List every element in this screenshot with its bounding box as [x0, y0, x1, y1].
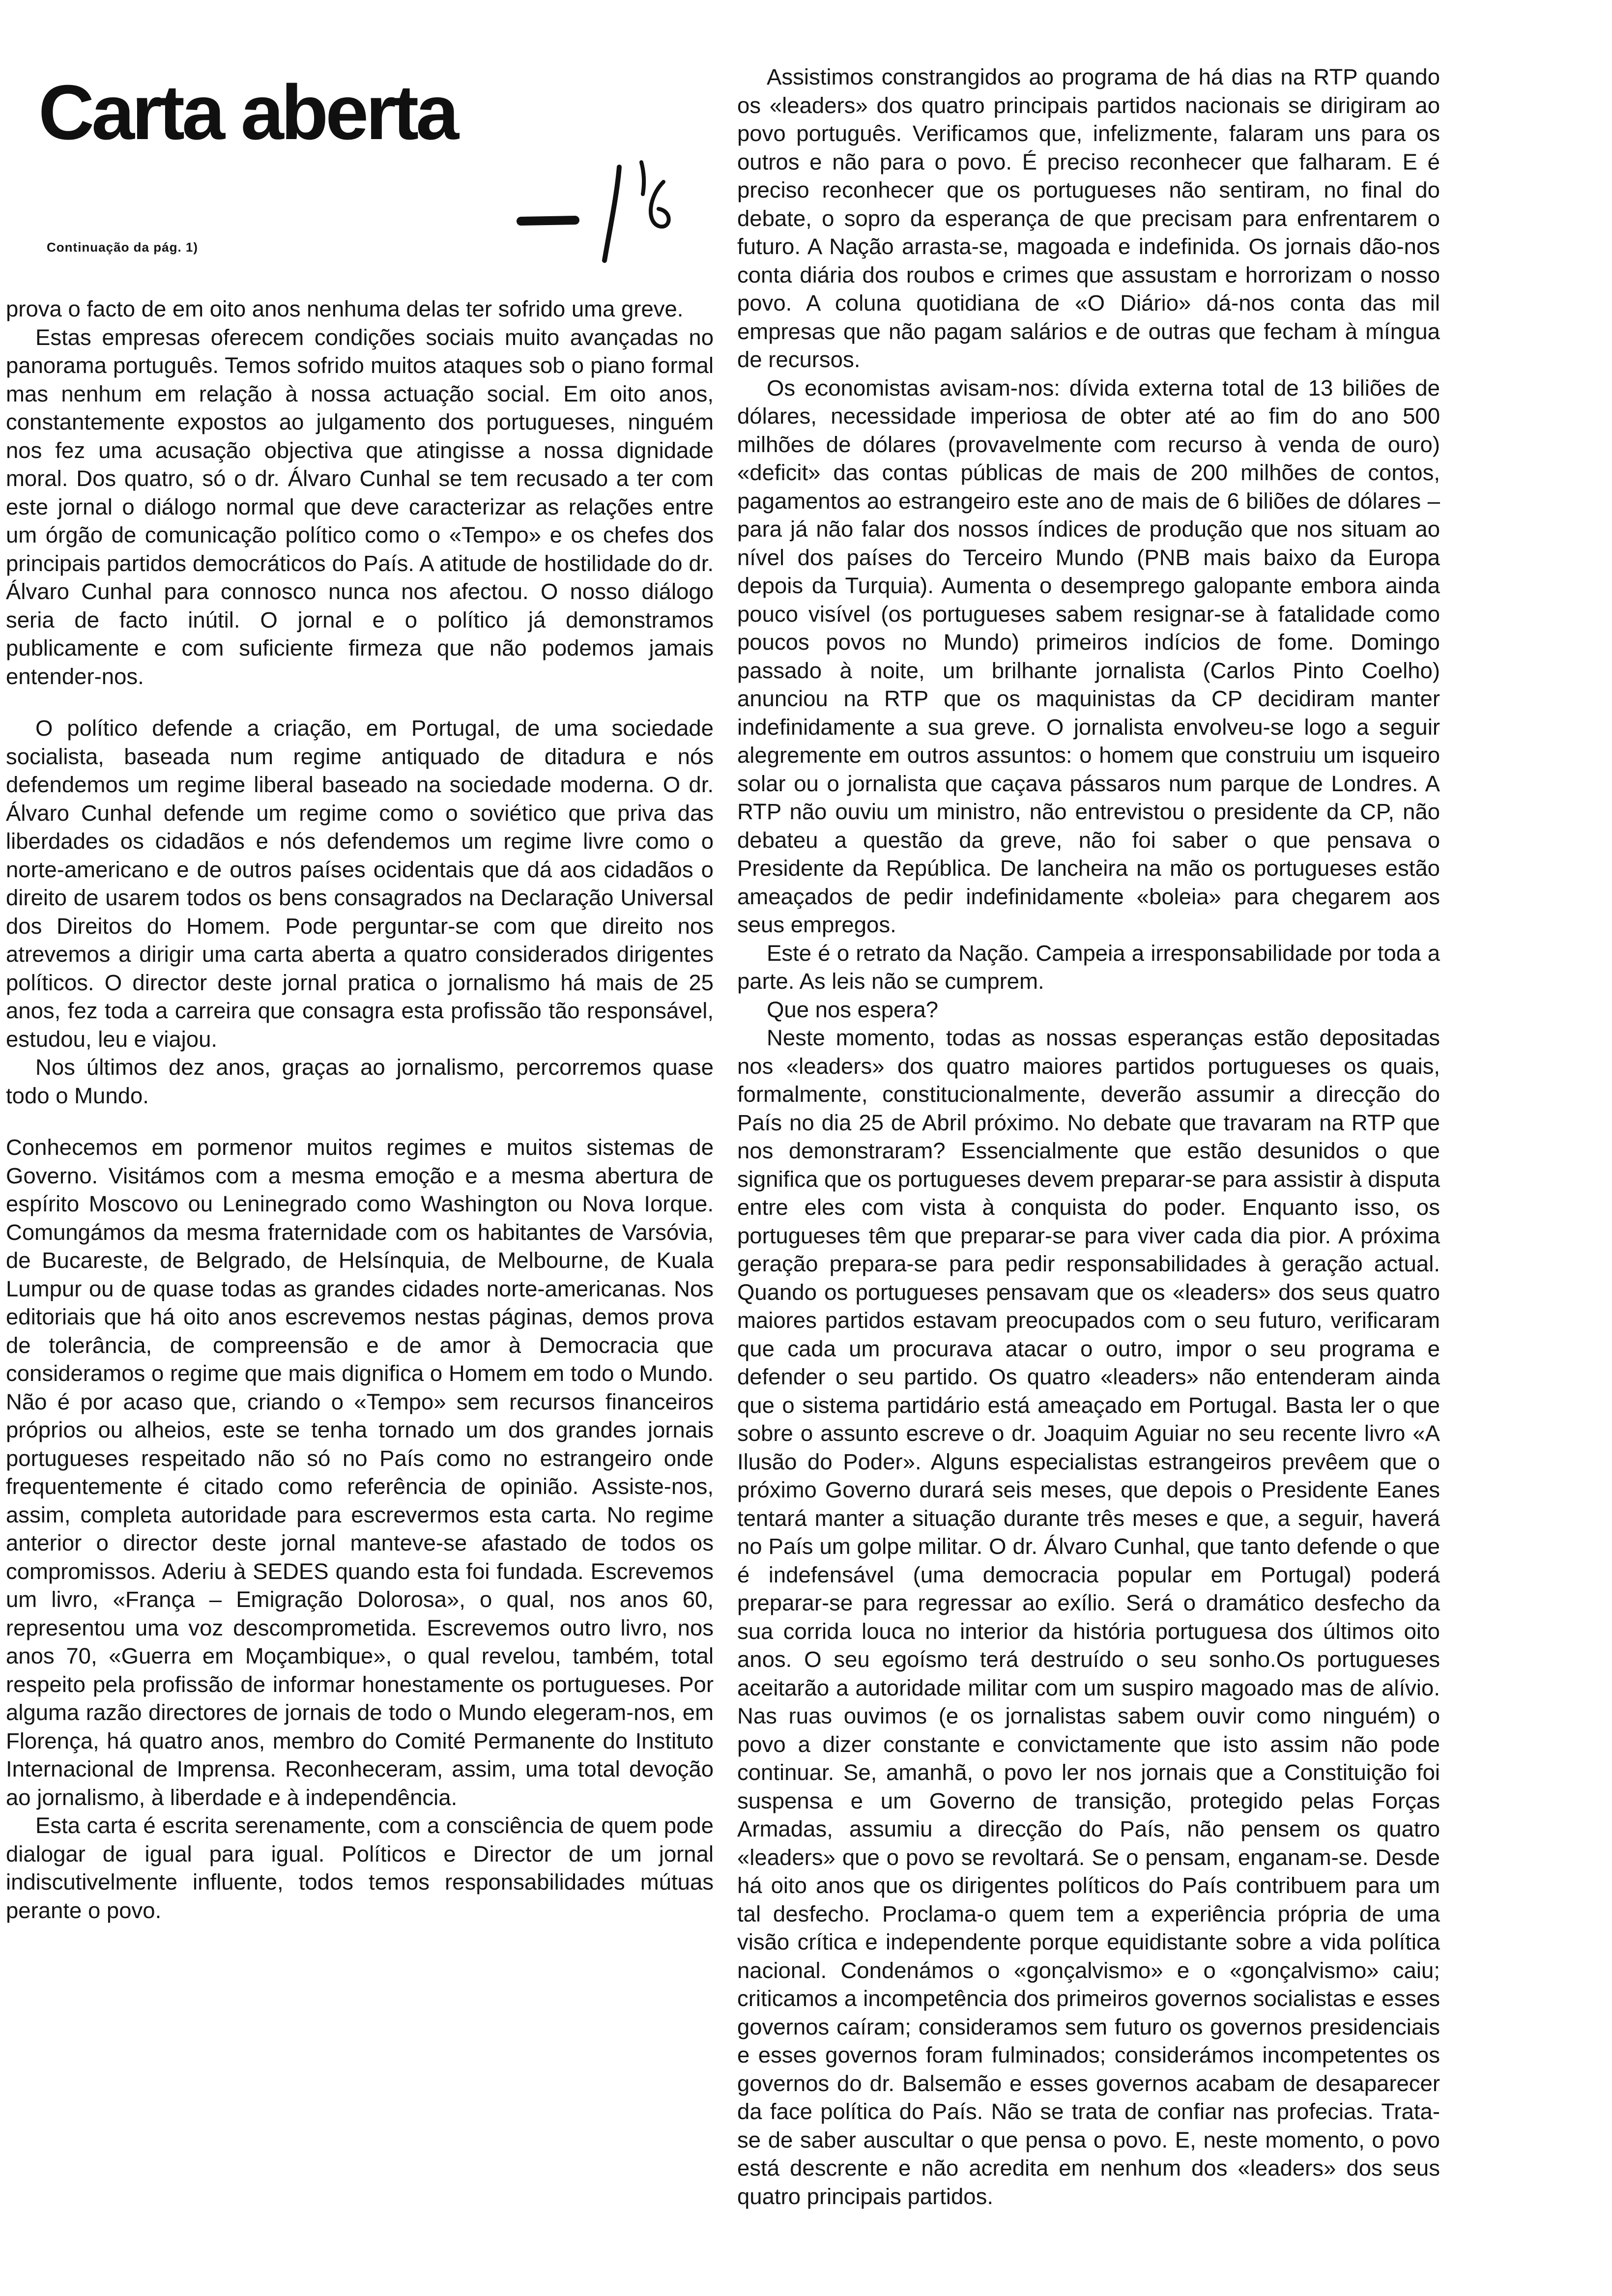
- paragraph: Nos últimos dez anos, graças ao jornalismo, percorremos quase todo o Mundo.: [6, 1055, 714, 1108]
- paragraph: Que nos espera?: [767, 997, 939, 1022]
- paragraph: Os economistas avisam-nos: dívida externa total de 13 biliões de dólares, necessidade imperiosa de obter até ao fim do ano 500 milhões de dólares (provavelmente com recurso à venda de ouro) «deficit» das contas públicas de mais de 200 milhões de contos, pagamentos ao estrangeiro este ano de mais de 6 biliões de dólares – para já não falar dos nossos índices de produção que nos situam ao nível dos países do Terceiro Mundo (PNB mais baixo da Europa depois da Turquia). Aumenta o desemprego galopante embora ainda pouco visível (os portugueses sabem resignar-se à fatalidade como poucos povos no Mundo) primeiros indícios de fome. Domingo passado à noite, um brilhante jornalista (Carlos Pinto Coelho) anunciou na RTP que os maquinistas da CP decidiram manter indefinidamente a sua greve. O jornalista envolveu-se logo a seguir alegremente em outros assuntos: o homem que construiu um isqueiro solar ou o jornalista que caçava pássaros num parque de Londres. A RTP não ouviu um ministro, não entrevistou o presidente da CP, não debateu a questão da greve, não foi saber o que pensava o Presidente da República. De lancheira na mão os portugueses estão ameaçados de pedir indefinidamente «boleia» para chegarem aos seus empregos.: [737, 375, 1440, 937]
- right-column: [737, 63, 1440, 2210]
- paragraph: Estas empresas oferecem condições sociais muito avançadas no panorama português. Temos sofrido muitos ataques sob o piano formal mas nenhum em relação à nossa actuação social. Em oito anos, constantemente expostos ao julgamento dos portugueses, ninguém nos fez uma acusação objectiva que atingisse a nossa dignidade moral. Dos quatro, só o dr. Álvaro Cunhal se tem recusado a ter com este jornal o diálogo normal que deve caracterizar as relações entre um órgão de comunicação político como o «Tempo» e os chefes dos principais partidos democráticos do País. A atitude de hostilidade do dr. Álvaro Cunhal para connosco nunca nos afectou. O nosso diálogo seria de facto inútil. O jornal e o político já demonstramos publicamente e com suficiente firmeza que não podemos jamais entender-nos.: [6, 324, 714, 689]
- paragraph: Este é o retrato da Nação. Campeia a irresponsabilidade por toda a parte. As leis não se cumprem.: [737, 940, 1440, 994]
- headline: Carta aberta: [38, 69, 457, 156]
- left-column: [6, 295, 714, 1924]
- paragraph: Esta carta é escrita serenamente, com a consciência de quem pode dialogar de igual para igual. Políticos e Director de um jornal indiscutivelmente influente, todos temos responsabilidades mútuas perante o povo.: [6, 1813, 714, 1923]
- paragraph: Neste momento, todas as nossas esperanças estão depositadas nos «leaders» dos quatro maiores partidos portugueses os quais, formalmente, constitucionalmente, deverão assumir a direcção do País no dia 25 de Abril próximo. No debate que travaram na RTP que nos demonstraram? Essencialmente que estão desunidos o que significa que os portugueses devem preparar-se para assistir à disputa entre eles com vista à conquista do poder. Enquanto isso, os portugueses têm que preparar-se para viver cada dia pior. A próxima geração prepara-se para pedir responsabilidades à geração actual. Quando os portugueses pensavam que os «leaders» dos seus quatro maiores partidos estavam preocupados com o seu futuro, verificaram que cada um procurava atacar o outro, impor o seu programa e defender o seu partido. Os quatro «leaders» não entenderam ainda que o sistema partidário está ameaçado em Portugal. Basta ler o que sobre o assunto escreve o dr. Joaquim Aguiar no seu recente livro «A Ilusão do Poder». Alguns especialistas estrangeiros prevêem que o próximo Governo durará seis meses, que depois o Presidente Eanes tentará manter a situação durante três meses e que, a seguir, haverá no País um golpe militar. O dr. Álvaro Cunhal, que tanto defende o que é indefensável (uma democracia popular em Portugal) poderá preparar-se para regressar ao exílio. Será o dramático desfecho da sua corrida louca no interior da história portuguesa dos últimos oito anos. O seu egoísmo terá destruído o seu sonho.Os portugueses aceitarão a autoridade militar com um suspiro magoado mas de alívio. Nas ruas ouvimos (e os jornalistas sabem ouvir como ninguém) o povo a dizer constante e convictamente que isto assim não pode continuar. Se, amanhã, o povo ler nos jornais que a Constituição foi suspensa e um Governo de transição, protegido pelas Forças Armadas, assumiu a direcção do País, não pensem os quatro «leaders» que o povo se revoltará. Se o pensam, enganam-se. Desde há oito anos que os dirigentes políticos do País contribuem para um tal desfecho. Proclama-o quem tem a experiência própria de uma visão crítica e independente porque equidistante sobre a vida política nacional. Condenámos o «gonçalvismo» e o «gonçalvismo» caiu; criticamos a incompetência dos primeiros governos socialistas e esses governos caíram; consideramos sem futuro os governos presidenciais e esses governos foram fulminados; considerámos incompetentes os governos do dr. Balsemão e esses governos acabam de desaparecer da face política do País. Não se trata de confiar nas profecias. Trata-se de saber auscultar o que pensa o povo. E, neste momento, o povo está descrente e não acredita em nenhum dos «leaders» dos seus quatro principais partidos.: [737, 1025, 1440, 2209]
- continuation-note: Continuação da pág. 1): [47, 240, 199, 255]
- paragraph: Conhecemos em pormenor muitos regimes e muitos sistemas de Governo. Visitámos com a mesma emoção e a mesma abertura de espírito Moscovo ou Leninegrado como Washington ou Nova Iorque. Comungámos da mesma fraternidade com os habitantes de Varsóvia, de Bucareste, de Belgrado, de Helsínquia, de Melbourne, de Kuala Lumpur ou de quase todas as grandes cidades norte-americanas. Nos editoriais que há oito anos escrevemos nestas páginas, demos prova de tolerância, de compreensão e de amor à Democracia que consideramos o regime que mais dignifica o Homem em todo o Mundo. Não é por acaso que, criando o «Tempo» sem recursos financeiros próprios ou alheios, este se tenha tornado um dos grandes jornais portugueses respeitado não só no País como no estrangeiro onde frequentemente é citado como referência de opinião. Assiste-nos, assim, completa autoridade para escrevermos esta carta. No regime anterior o director deste jornal manteve-se afastado de todos os compromissos. Aderiu à SEDES quando esta foi fundada. Escrevemos um livro, «França – Emigração Dolorosa», o qual, nos anos 60, representou uma voz descomprometida. Escrevemos outro livro, nos anos 70, «Guerra em Moçambique», o qual revelou, também, total respeito pela profissão de informar honestamente os portugueses. Por alguma razão directores de jornais de todo o Mundo elegeram-nos, em Florença, há quatro anos, membro do Comité Permanente do Instituto Internacional de Imprensa. Reconheceram, assim, uma total devoção ao jornalismo, à liberdade e à independência.: [6, 1135, 714, 1810]
- paragraph: prova o facto de em oito anos nenhuma delas ter sofrido uma greve.: [6, 296, 684, 321]
- paragraph: O político defende a criação, em Portugal, de uma sociedade socialista, baseada num regime antiquado de ditadura e nós defendemos um regime liberal baseado na sociedade moderna. O dr. Álvaro Cunhal defende um regime como o soviético que priva das liberdades os cidadãos e nós defendemos um regime livre como o norte-americano e de outros países ocidentais que dá aos cidadãos o direito de usarem todos os bens consagrados na Declaração Universal dos Direitos do Homem. Pode perguntar-se com que direito nos atrevemos a dirigir uma carta aberta a quatro considerados dirigentes políticos. O director deste jornal pratica o jornalismo há mais de 25 anos, fez toda a carreira que consagra esta profissão tão responsável, estudou, leu e viajou.: [6, 716, 714, 1052]
- paragraph: Assistimos constrangidos ao programa de há dias na RTP quando os «leaders» dos quatro principais partidos nacionais se dirigiram ao povo português. Verificamos que, infelizmente, falaram uns para os outros e não para o povo. É preciso reconhecer que falharam. E é preciso reconhecer que os portugueses não sentiram, no final do debate, o sopro da esperança de que precisam para enfrentarem o futuro. A Nação arrasta-se, magoada e indefinida. Os jornais dão-nos conta diária dos roubos e crimes que assustam e horrorizam o nosso povo. A coluna quotidiana de «O Diário» dá-nos conta das mil empresas que não pagam salários e de outras que fecham à míngua de recursos.: [737, 64, 1440, 372]
- handwritten-mark: [516, 147, 713, 275]
